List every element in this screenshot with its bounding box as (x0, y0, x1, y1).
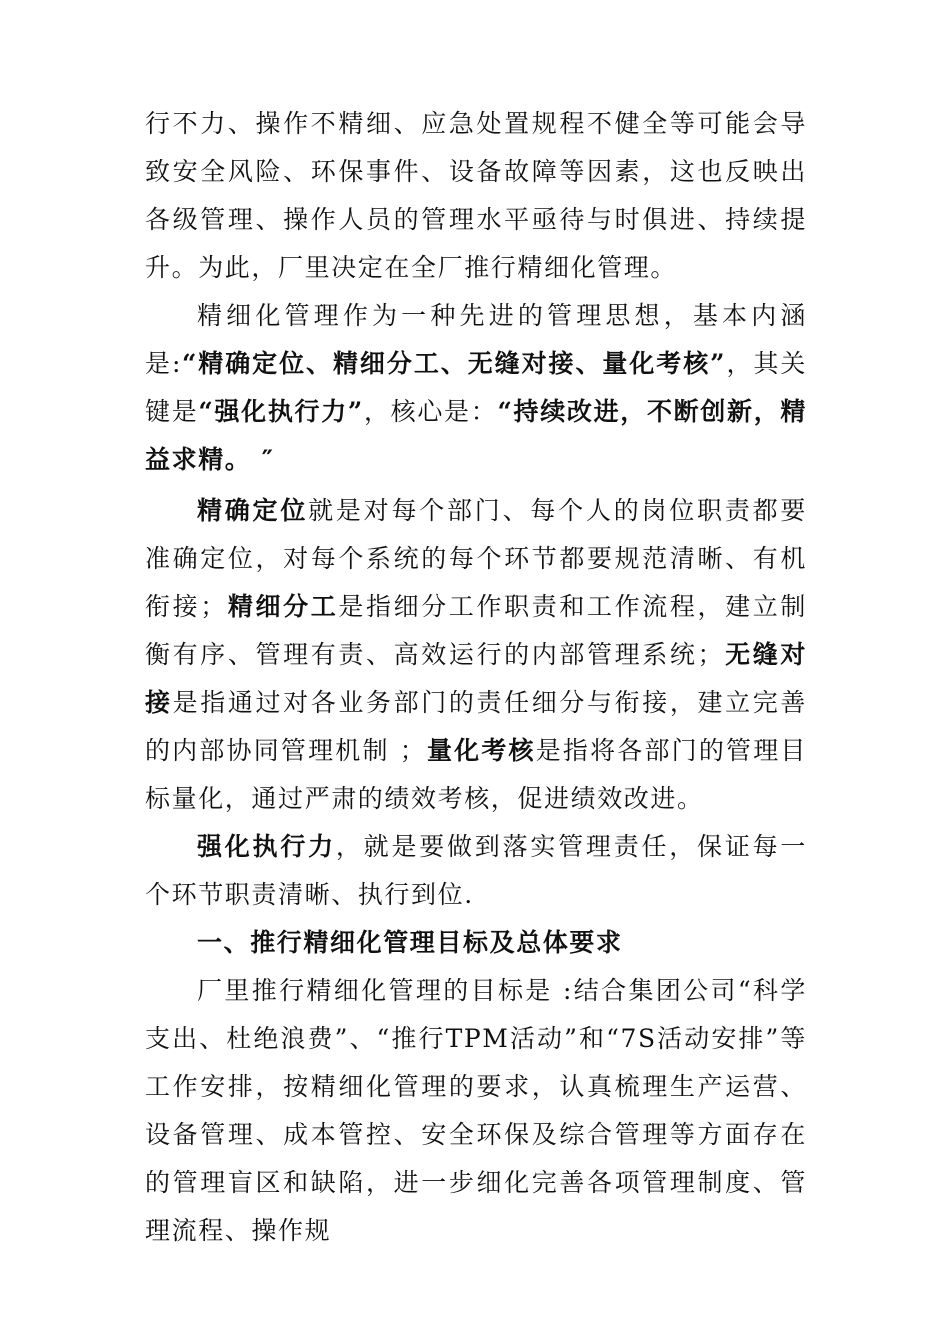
p2-bold-d: “强化执行力” (198, 397, 364, 426)
p3-text-3: 是指通过对各业务部门的责任细分与衔接，建立完善的内部协同管理机制 ； (145, 688, 807, 765)
p3-text-1: 就是对每个部门、每个人的岗位职责都要准确定位，对每个系统的每个环节都要规范清晰、有机衔接； (145, 496, 807, 621)
section-heading: 一、推行精细化管理目标及总体要求 (197, 928, 623, 957)
paragraph-1: 行不力、操作不精细、应急处置规程不健全等可能会导致安全风险、环保事件、设备故障等因素，这也反映出各级管理、操作人员的管理水平亟待与时俱进、持续提升。为此，厂里决定在全厂推行精细化管理。 (145, 109, 807, 282)
p2-text-e: ，核心是： (363, 397, 498, 426)
p2-bold-f: “持续改进，不断创新，精益求精。 ″ (145, 397, 807, 474)
paragraph-4 (145, 823, 807, 919)
document-page (145, 100, 807, 1255)
p4-text: ，就是要做到落实管理责任，保证每一个环节职责清晰、执行到位. (145, 832, 807, 909)
paragraph-5: 厂里推行精细化管理的目标是 :结合集团公司“科学支出、杜绝浪费”、“推行TPM活动”和“7S活动安排”等工作安排，按精细化管理的要求，认真梳理生产运营、设备管理、成本管控、安全环保及综合管理等方面存在的管理盲区和缺陷，进一步细化完善各项管理制度、管理流程、操作规 (145, 976, 807, 1245)
p2-bold-b: “精确定位、精细分工、无缝对接、量化考核” (181, 349, 727, 378)
paragraph-3 (145, 487, 807, 823)
p3-text-4: 是指将各部门的管理目标量化，通过严肃的绩效考核，促进绩效改进。 (145, 736, 807, 813)
p2-text-a: 精细化管理作为一种先进的管理思想，基本内涵是: (145, 301, 807, 378)
term-precise-positioning: 精确定位 (197, 496, 309, 525)
term-seamless-docking: 无缝对接 (145, 640, 807, 717)
p3-text-2: 是指细分工作职责和工作流程，建立制衡有序、管理有责、高效运行的内部管理系统； (145, 592, 807, 669)
paragraph-2 (145, 292, 807, 484)
term-fine-division: 精细分工 (226, 592, 339, 621)
term-execution: 强化执行力 (197, 832, 336, 861)
term-quantified-assessment: 量化考核 (426, 736, 536, 765)
p2-text-c: ，其关键是 (145, 349, 807, 426)
